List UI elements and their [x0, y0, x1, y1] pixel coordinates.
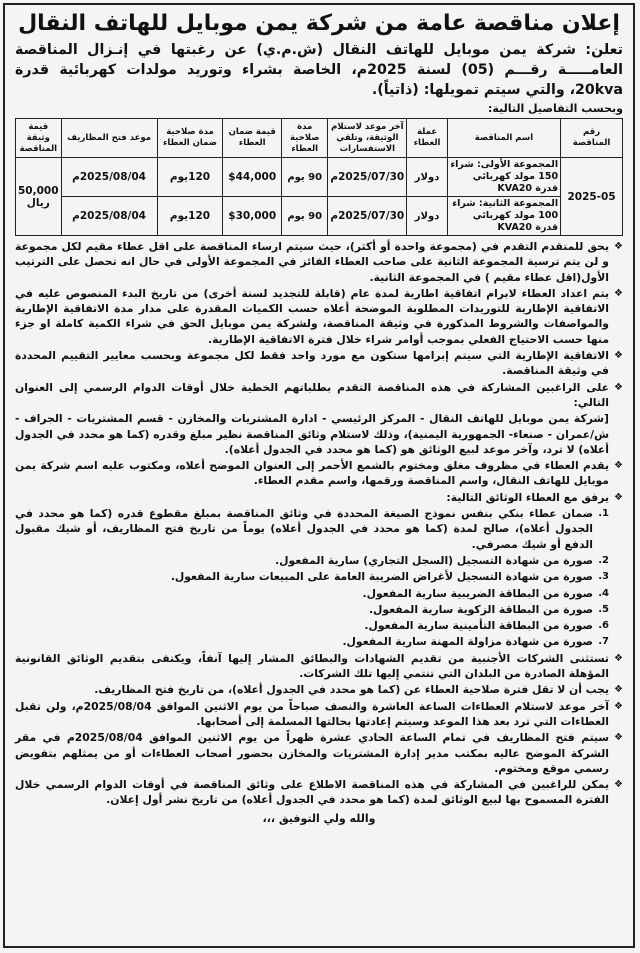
document-item [15, 586, 609, 601]
closing-line: والله ولي التوفيق ،،، [262, 811, 376, 825]
diamond-bullet-icon: ❖ [614, 652, 623, 664]
document-item [15, 634, 609, 649]
list-item-text: تستثنى الشركات الأجنبية من تقديم الشهادات والبطائق المشار إليها آنفاً، ويكتفى بتقديم الوثائق القانونية المؤهلة الصادرة من البلدان التي تنتمي إليها تلك الشركات. [15, 651, 609, 681]
document-item-text: صورة من البطاقة الضريبية سارية المفعول. [362, 586, 593, 600]
opening-date-cell: 2025/08/04م [61, 158, 157, 197]
address-text: [شركة يمن موبايل للهاتف النقال - المركز الرئيسي - ادارة المشتريات والمخازن - قسم المشتريات - الجراف - ش/عمران - صنعاء- الجمهورية اليمنية)، وذلك لاستلام وثائق المناقصة نظير مبلغ وقدره (كما هو محدد في الجدول أعلاه) لا ترد، وآخر موعد لبيع الوثائق هو (كما هو محدد في الجدول أعلاه). [15, 412, 609, 456]
list-item-text: يحق للمتقدم التقدم في (مجموعة واحدة أو أكثر)، حيث سيتم ارساء المناقصة على اقل عطاء مقيم لكل مجموعة و لن يتم ترسية المجموعة الثانية على صاحب العطاء الفائز في المجموعة الأولى في حال انه تحصل على الترتيب الأول(اقل عطاء مقيم ) في المجموعة الثانية. [15, 240, 609, 284]
list-item [15, 651, 623, 682]
header-tender-name: اسم المناقصة [447, 119, 560, 158]
header-doc-value: قيمة وثيقة المناقصة [16, 119, 62, 158]
document-item-text: صورة من شهادة التسجيل لأغراض الضريبة العامة على المبيعات سارية المفعول. [170, 570, 593, 584]
list-item-text: يرفق مع العطاء الوثائق التالية: [446, 490, 609, 504]
list-item-text: يمكن للراغبين في المشاركة في هذه المناقصة الاطلاع على وثائق المناقصة في أوقات الدوام الرسمي خلال الفترة المسموح بها لبيع الوثائق لمدة (كما هو محدد في الجدول أعلاه) من تاريخ نشر أول إعلان. [15, 778, 609, 807]
document-item [15, 569, 609, 584]
diamond-bullet-icon: ❖ [614, 350, 623, 362]
required-documents-list [15, 506, 623, 650]
currency-cell: دولار [407, 197, 447, 236]
document-item-text: صورة من البطاقة التأمينية سارية المفعول. [364, 619, 593, 633]
list-item-text: على الراغبين المشاركة في هذه المناقصة التقدم بطلباتهم الخطية خلال أوقات الدوام الرسمي إلى العنوان التالي: [15, 380, 609, 409]
guarantee-cell: $44,000 [223, 158, 282, 197]
table-header-row [16, 119, 623, 158]
header-guarantee: قيمة ضمان العطاء [223, 119, 282, 158]
document-item [15, 618, 609, 633]
conditions-list [15, 239, 623, 808]
tender-name-cell: المجموعة الأولى: شراء 150 مولد كهربائي قدرة KVA20 [447, 158, 560, 197]
item-number: 6. [598, 620, 609, 632]
diamond-bullet-icon: ❖ [614, 779, 623, 791]
tender-name-cell: المجموعة الثانية: شراء 100 مولد كهربائي قدرة KVA20 [447, 197, 560, 236]
announcement-frame [3, 3, 635, 948]
list-item [15, 682, 623, 697]
list-item [15, 458, 623, 489]
tender-table [15, 118, 623, 236]
document-item-text: صورة من شهادة التسجيل (السجل التجاري) سارية المفعول. [275, 553, 593, 567]
document-item [15, 506, 609, 552]
table-row [16, 158, 623, 197]
header-guarantee-validity: مدة صلاحية ضمان العطاء [157, 119, 223, 158]
item-number: 3. [598, 571, 609, 583]
list-item [15, 730, 623, 776]
list-item-text: يقدم العطاء في مظروف مغلق ومختوم بالشمع الأحمر إلى العنوان الموضح أعلاه، ومكتوب عليه اسم شركة يمن موبايل للهاتف النقال، واسم المناقصة ورقمها، واسم مقدم العطاء. [15, 459, 609, 488]
validity-cell: 90 يوم [282, 197, 328, 236]
list-item-text: الاتفاقية الإطارية التي سيتم إبرامها ستكون مع مورد واحد فقط لكل مجموعة وبحسب معايير التقييم المحددة في وثيقة المناقصة. [15, 349, 609, 378]
page-title: إعلان مناقصة عامة من شركة يمن موبايل للهاتف النقال [18, 11, 620, 36]
guarantee-cell: $30,000 [223, 197, 282, 236]
document-item [15, 553, 609, 568]
validity-cell: 90 يوم [282, 158, 328, 197]
diamond-bullet-icon: ❖ [614, 241, 623, 252]
list-item [15, 239, 623, 285]
diamond-bullet-icon: ❖ [614, 381, 623, 393]
item-number: 2. [598, 554, 609, 566]
list-item [15, 699, 623, 730]
item-number: 1. [598, 508, 609, 520]
guarantee-validity-cell: 120يوم [157, 197, 223, 236]
document-item-text: صورة من البطاقة الزكوية سارية المفعول. [368, 602, 593, 616]
last-date-cell: 2025/07/30م [328, 158, 407, 197]
diamond-bullet-icon: ❖ [614, 700, 623, 712]
list-item [15, 348, 623, 379]
header-opening-date: موعد فتح المظاريف [61, 119, 157, 158]
list-item [15, 777, 623, 808]
item-number: 5. [598, 603, 609, 615]
intro-paragraph: تعلن: شركة يمن موبايل للهاتف النقال (ش.م.ي) عن رغبتها في إنـزال المناقصة العامـــــة رقـــم (05) لسنة 2025م، الخاصة بشراء وتوريد مولدات كهربائية قدرة 20kva، والتي سيتم تمويلها: (ذاتياً). [15, 42, 623, 98]
currency-cell: دولار [407, 158, 447, 197]
list-item [15, 380, 623, 411]
list-item [15, 490, 623, 505]
diamond-bullet-icon: ❖ [614, 491, 623, 503]
document-item-text: ضمان عطاء بنكي بنفس نموذج الصيغة المحددة في وثائق المناقصة بمبلغ مقطوع قدره (كما هو محدد في الجدول أعلاه)، صالح لمدة (كما هو محدد في الجدول أعلاه) يوماً من تاريخ فتح المظاريف، أو شيك مقبول الدفع أو شيك مصرفي. [15, 507, 593, 551]
document-item-text: صورة من شهادة مزاولة المهنة سارية المفعول. [342, 635, 593, 649]
list-item-text: يتم اعداد العطاء لابرام اتفاقية اطارية لمدة عام (قابلة للتجديد لسنة أخرى) من تاريخ البدء المنصوص عليه في الاتفاقية الإطارية للتوريدات المطلوبة الموضحة أعلاه حسب الكميات المقدرة على مدار مدة الاتفاقية الإطارية والمواصفات والشروط المذكورة في وثيقة المناقصة، ولشركة يمن موبايل الحق في شراء الكمية كاملة او جزء منها حسب الاحتياج الفعلي بموجب أوامر شراء خلال فترة الاتفاقية الإطارية. [15, 286, 609, 346]
opening-date-cell: 2025/08/04م [61, 197, 157, 236]
document-item [15, 602, 609, 617]
header-currency: عملة العطاء [407, 119, 447, 158]
diamond-bullet-icon: ❖ [614, 684, 623, 696]
header-validity: مدة صلاحية العطاء [282, 119, 328, 158]
last-date-cell: 2025/07/30م [328, 197, 407, 236]
list-item-text: يجب أن لا تقل فترة صلاحية العطاء عن (كما هو محدد في الجدول أعلاه)، من تاريخ فتح المظاريف. [94, 683, 609, 697]
list-item-text: آخر موعد لاستلام العطاءات الساعة العاشرة والنصف صباحاً من يوم الاثنين الموافق 2025/08/04م، ولن تقبل العطاءات التي ترد بعد هذا الموعد وسيتم إعادتها بحالتها المسلمة إلى أصحابها. [15, 699, 609, 728]
details-lead: وبحسب التفاصيل التالية: [488, 102, 623, 115]
item-number: 7. [598, 636, 609, 648]
list-item [15, 286, 623, 347]
guarantee-validity-cell: 120يوم [157, 158, 223, 197]
doc-value-cell: 50,000 ريال [16, 158, 62, 236]
address-block [15, 411, 623, 457]
header-tender-no: رقم المناقصة [561, 119, 623, 158]
tender-no-cell: 2025-05 [561, 158, 623, 236]
header-last-date: آخر موعد لاستلام الوثيقة، وتلقي الاستفسارات [328, 119, 407, 158]
diamond-bullet-icon: ❖ [614, 732, 623, 744]
list-item-text: سيتم فتح المظاريف في تمام الساعة الحادي عشرة ظهراً من يوم الاثنين الموافق 2025/08/04م في مقر الشركة الموضح عاليه بمكتب مدير إدارة المشتريات والمخازن بحضور أصحاب العطاءات أو من يمثلهم بتفويض رسمي موقع ومختوم. [15, 731, 609, 775]
table-row [16, 197, 623, 236]
item-number: 4. [598, 587, 609, 599]
diamond-bullet-icon: ❖ [614, 460, 623, 472]
diamond-bullet-icon: ❖ [614, 287, 623, 299]
